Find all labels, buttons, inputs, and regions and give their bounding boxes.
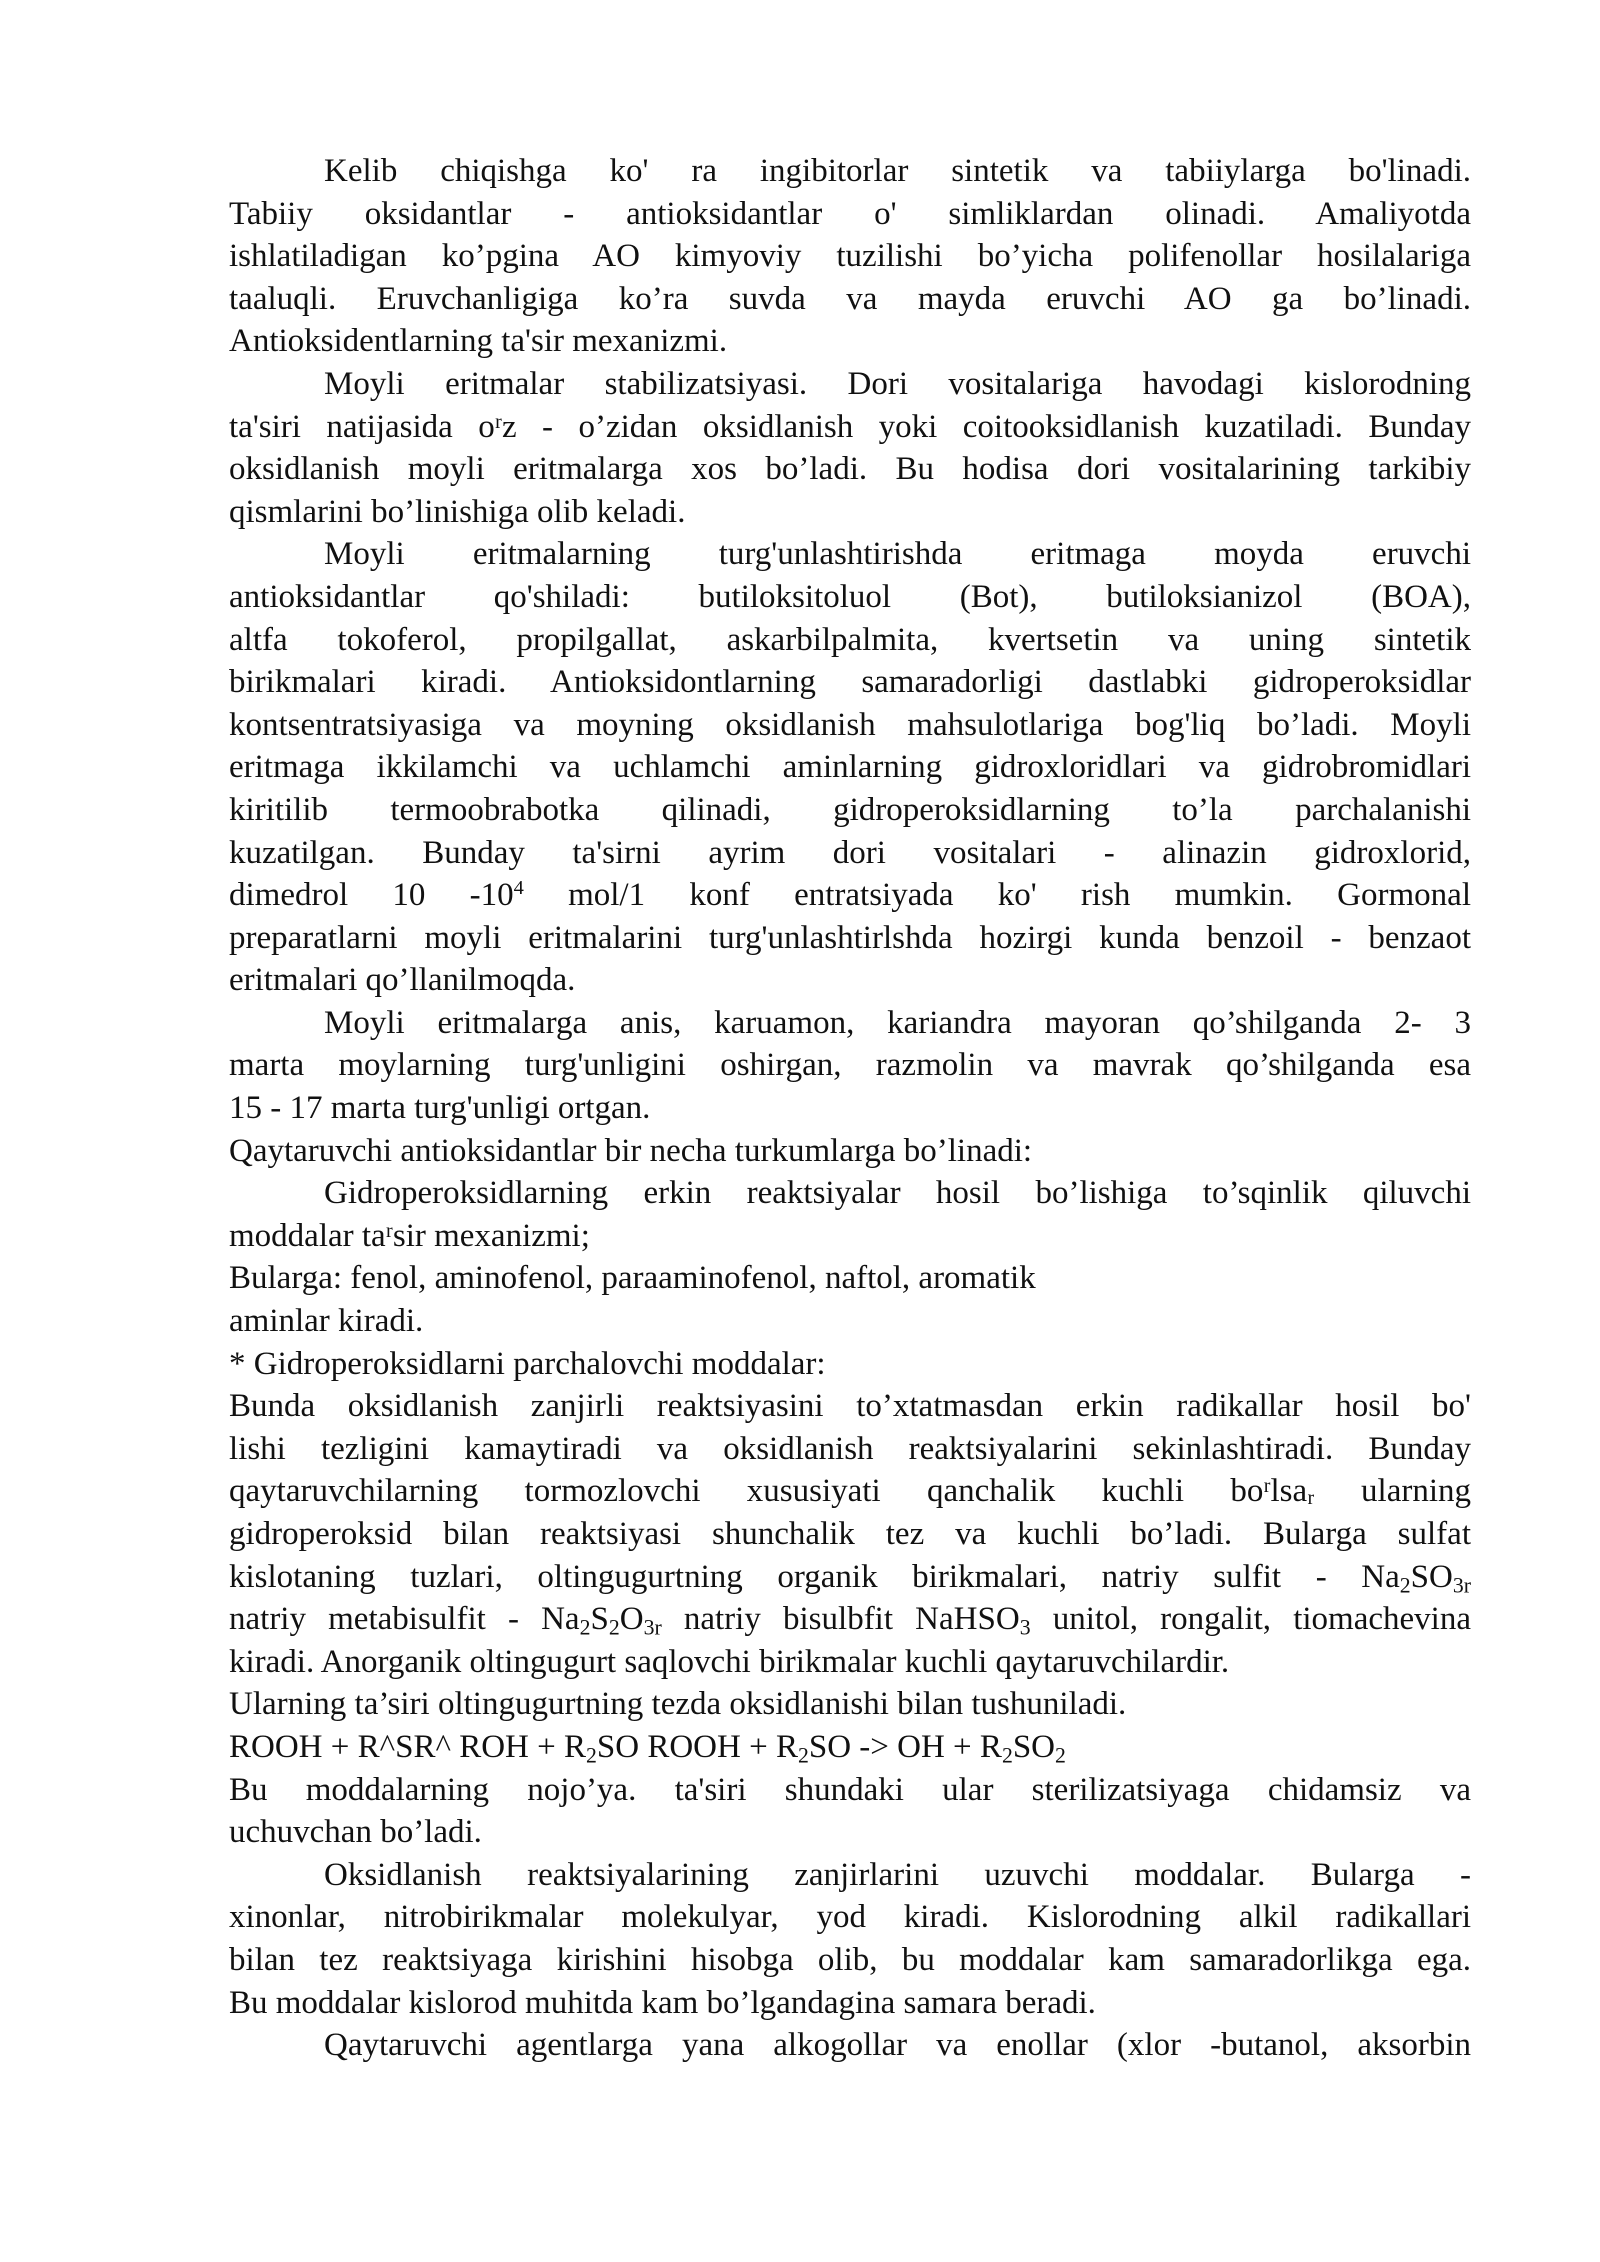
text-line: natriy metabisulfit - $Na_2S_2O_{3r}$ natriy bisulbfit NaHSO$_3$ unitol, rongalit, tiomachevina	[229, 1601, 1471, 1640]
text-line: Ularning ta’siri oltingugurtning tezda oksidlanishi bilan tushuniladi.	[229, 1686, 1127, 1723]
text-line: birikmalari kiradi. Antioksidontlarning samaradorligi dastlabki gidroperoksidlar	[229, 664, 1471, 701]
text-line: Oksidlanish reaktsiyalarining zanjirlarini uzuvchi moddalar. Bularga -	[324, 1856, 1471, 1893]
text-line: kontsentratsiyasiga va moyning oksidlanish mahsulotlariga bog'liq bo’ladi. Moyli	[229, 706, 1471, 743]
text-line: marta moylarning turg'unligini oshirgan, razmolin va mavrak qo’shilganda esa	[229, 1047, 1471, 1084]
text-line: 15 - 17 marta turg'unligi ortgan.	[229, 1090, 651, 1127]
text-line: eritmaga ikkilamchi va uchlamchi aminlarning gidroxloridlari va gidrobromidlari	[229, 749, 1471, 786]
text-line: kislotaning tuzlari, oltingugurtning organik birikmalari, natriy sulfit - $Na_2SO_{3r}$	[229, 1558, 1471, 1598]
text-line: Gidroperoksidlarning erkin reaktsiyalar hosil bo’lishiga to’sqinlik qiluvchi	[324, 1175, 1471, 1212]
text-line: ishlatiladigan ko’pgina AO kimyoviy tuzilishi bo’yicha polifenollar hosilalariga	[229, 238, 1471, 275]
text-line: ta'siri natijasida oʳz - o’zidan oksidlanish yoki coitooksidlanish kuzatiladi. Bunday	[229, 408, 1471, 445]
text-line: gidroperoksid bilan reaktsiyasi shunchalik tez va kuchli bo’ladi. Bularga sulfat	[229, 1516, 1471, 1552]
text-line: Moyli eritmalarga anis, karuamon, kariandra mayoran qo’shilganda 2- 3	[324, 1004, 1471, 1041]
text-line: Moyli eritmalar stabilizatsiyasi. Dori vositalariga havodagi kislorodning	[324, 365, 1471, 402]
text-line: eritmalari qo’llanilmoqda.	[229, 962, 576, 999]
text-line: uchuvchan bo’ladi.	[229, 1814, 482, 1851]
text-line: preparatlarni moyli eritmalarini turg'unlashtirlshda hozirgi kunda benzoil - benzaot	[229, 919, 1471, 956]
text-line: altfa tokoferol, propilgallat, askarbilpalmita, kvertsetin va uning sintetik	[229, 621, 1471, 658]
text-line: * Gidroperoksidlarni parchalovchi moddalar:	[229, 1345, 826, 1382]
text-line: Antioksidentlarning ta'sir mexanizmi.	[229, 323, 728, 360]
text-line: Bunda oksidlanish zanjirli reaktsiyasini to’xtatmasdan erkin radikallar hosil bo'	[229, 1388, 1471, 1425]
text-line: ROOH + R^SR^ ROH + $R_2SO$ ROOH + $R_2SO$ -> OH + $R_2SO_2$	[229, 1728, 1066, 1768]
text-line: qismlarini bo’linishiga olib keladi.	[229, 493, 686, 530]
text-line: bilan tez reaktsiyaga kirishini hisobga olib, bu moddalar kam samaradorlikga ega.	[229, 1941, 1471, 1978]
text-line: taaluqli. Eruvchanligiga ko’ra suvda va mayda eruvchi AO ga bo’linadi.	[229, 280, 1471, 317]
text-line: Bu moddalar kislorod muhitda kam bo’lgandagina samara beradi.	[229, 1984, 1096, 2021]
document-body	[229, 150, 1471, 2067]
text-line: dimedrol 10 $-10^4$ mol/1 konf entratsiyada ko' rish mumkin. Gormonal	[229, 876, 1471, 914]
text-line: kuzatilgan. Bunday ta'sirni ayrim dori vositalari - alinazin gidroxlorid,	[229, 834, 1471, 871]
text-line: kiradi. Anorganik oltingugurt saqlovchi birikmalar kuchli qaytaruvchilardir.	[229, 1643, 1230, 1680]
text-line: lishi tezligini kamaytiradi va oksidlanish reaktsiyalarini sekinlashtiradi. Bunday	[229, 1430, 1471, 1467]
text-line: Bularga: fenol, aminofenol, paraaminofenol, naftol, aromatik	[229, 1260, 1036, 1297]
text-line: Tabiiy oksidantlar - antioksidantlar o' simliklardan olinadi. Amaliyotda	[229, 195, 1471, 232]
text-line: oksidlanish moyli eritmalarga xos bo’ladi. Bu hodisa dori vositalarining tarkibiy	[229, 451, 1471, 488]
text-line: Kelib chiqishga ko' ra ingibitorlar sintetik va tabiiylarga bo'linadi.	[324, 153, 1471, 189]
text-line: kiritilib termoobrabotka qilinadi, gidroperoksidlarning to’la parchalanishi	[229, 791, 1471, 828]
text-line: xinonlar, nitrobirikmalar molekulyar, yod kiradi. Kislorodning alkil radikallari	[229, 1899, 1471, 1936]
text-line: Moyli eritmalarning turg'unlashtirishda eritmaga moyda eruvchi	[324, 536, 1471, 573]
text-line: Qaytaruvchi antioksidantlar bir necha turkumlarga bo’linadi:	[229, 1132, 1033, 1169]
text-line: Bu moddalarning nojo’ya. ta'siri shundaki ular sterilizatsiyaga chidamsiz va	[229, 1771, 1471, 1808]
text-line: Qaytaruvchi agentlarga yana alkogollar va enollar (xlor -butanol, aksorbin	[324, 2027, 1471, 2064]
text-line: aminlar kiradi.	[229, 1303, 424, 1340]
text-line: moddalar taʳsir mexanizmi;	[229, 1217, 590, 1254]
text-line: antioksidantlar qo'shiladi: butiloksitoluol (Bot), butiloksianizol (BOA),	[229, 578, 1471, 615]
text-line: qaytaruvchilarning tormozlovchi xususiyati qanchalik kuchli boʳlsaᵣ ularning	[229, 1473, 1471, 1510]
